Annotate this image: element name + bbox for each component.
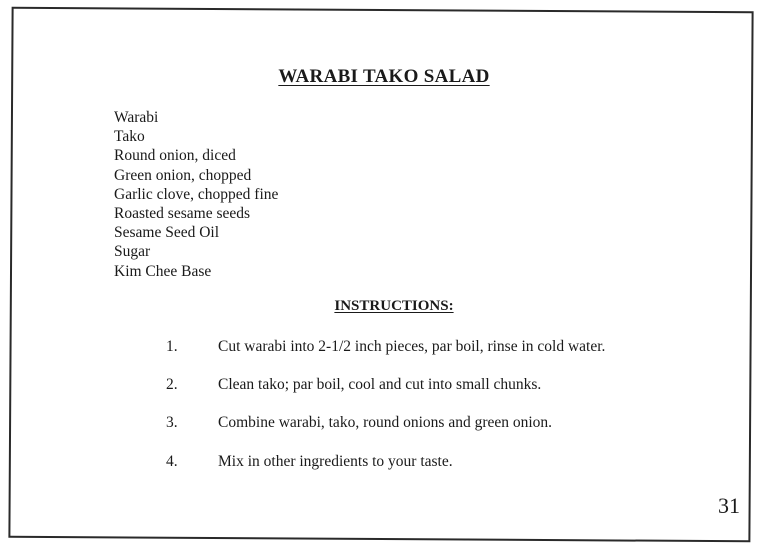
recipe-title: WARABI TAKO SALAD (278, 66, 490, 87)
ingredient-list (114, 108, 278, 281)
step-text: Clean tako; par boil, cool and cut into small chunks. (218, 376, 542, 393)
instruction-step (166, 338, 605, 356)
ingredient-item: Garlic clove, chopped fine (114, 185, 279, 203)
step-text: Cut warabi into 2-1/2 inch pieces, par boil, rinse in cold water. (218, 338, 606, 355)
step-text: Mix in other ingredients to your taste. (218, 453, 453, 470)
ingredient-item: Sugar (114, 243, 151, 261)
step-text: Combine warabi, tako, round onions and green onion. (218, 414, 553, 431)
step-number: 1. (166, 338, 178, 355)
ingredient-item: Round onion, diced (114, 147, 236, 165)
step-number: 3. (166, 414, 178, 431)
ingredient-item: Kim Chee Base (114, 262, 212, 280)
instruction-step (166, 414, 552, 432)
ingredient-item: Roasted sesame seeds (114, 205, 251, 223)
ingredient-item: Tako (114, 128, 145, 146)
ingredient-item: Warabi (114, 109, 159, 126)
page-number: 31 (718, 493, 740, 518)
instruction-step (166, 453, 453, 471)
instructions-heading: INSTRUCTIONS: (334, 298, 454, 314)
ingredient-item: Green onion, chopped (114, 166, 252, 184)
step-number: 4. (166, 453, 178, 470)
ingredient-item: Sesame Seed Oil (114, 224, 220, 242)
instruction-step (166, 376, 541, 394)
step-number: 2. (166, 376, 178, 393)
